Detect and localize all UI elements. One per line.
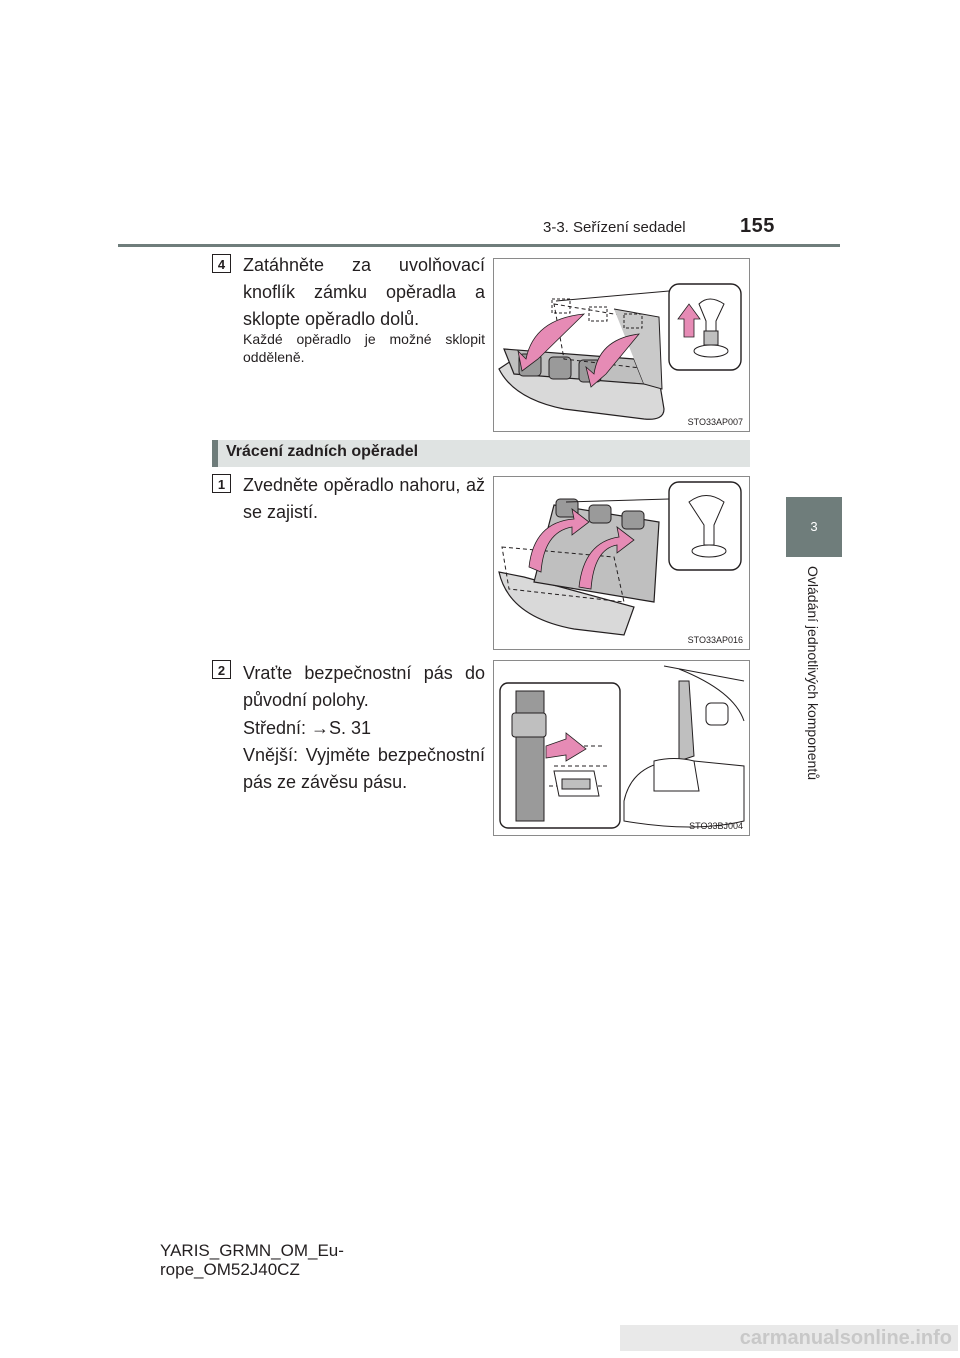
- chapter-tab: 3: [786, 497, 842, 557]
- watermark: carmanualsonline.info: [620, 1325, 958, 1351]
- figure-fold-seatback: [493, 258, 750, 432]
- step-1-text: Zvedněte opěradlo nahoru, až se zajistí.: [243, 475, 485, 522]
- header-rule: [118, 244, 840, 247]
- page-number: 155: [740, 215, 775, 237]
- seat-raise-illustration: [494, 477, 749, 649]
- step-number-1: 1: [212, 474, 231, 493]
- step-4-note: Každé opěradlo je možné sklopit odděleně.: [243, 331, 485, 365]
- step-2-text: Vraťte bezpečnostní pás do původní polohy.: [243, 663, 485, 710]
- step-2-center: Střední: →S. 31: [243, 718, 372, 738]
- section-band-title: Vrácení zadních opěradel: [226, 443, 419, 460]
- step-2-outer: Vnější: Vyjměte bezpečnostní pás ze závěsu pásu.: [243, 745, 485, 792]
- footer-line-2: rope_OM52J40CZ: [160, 1260, 300, 1279]
- footer-line-1: YARIS_GRMN_OM_Eu-: [160, 1241, 344, 1260]
- section-band: [212, 440, 750, 467]
- seat-fold-illustration: [494, 259, 749, 431]
- figure-code: STO33AP007: [687, 417, 743, 427]
- figure-code: STO33AP016: [687, 635, 743, 645]
- step-number-4: 4: [212, 254, 231, 273]
- section-title: 3-3. Seřízení sedadel: [543, 219, 686, 236]
- figure-code: STO33BJ004: [689, 821, 743, 831]
- chapter-title: Ovládání jednotlivých komponentů: [805, 566, 821, 781]
- figure-seatbelt: [493, 660, 750, 836]
- seatbelt-illustration: [494, 661, 749, 835]
- step-number-2: 2: [212, 660, 231, 679]
- step-4-text: Zatáhněte za uvolňovací knoflík zámku opěradla a sklopte opěradlo dolů.: [243, 255, 485, 329]
- document-footer: [160, 1241, 344, 1279]
- figure-raise-seatback: [493, 476, 750, 650]
